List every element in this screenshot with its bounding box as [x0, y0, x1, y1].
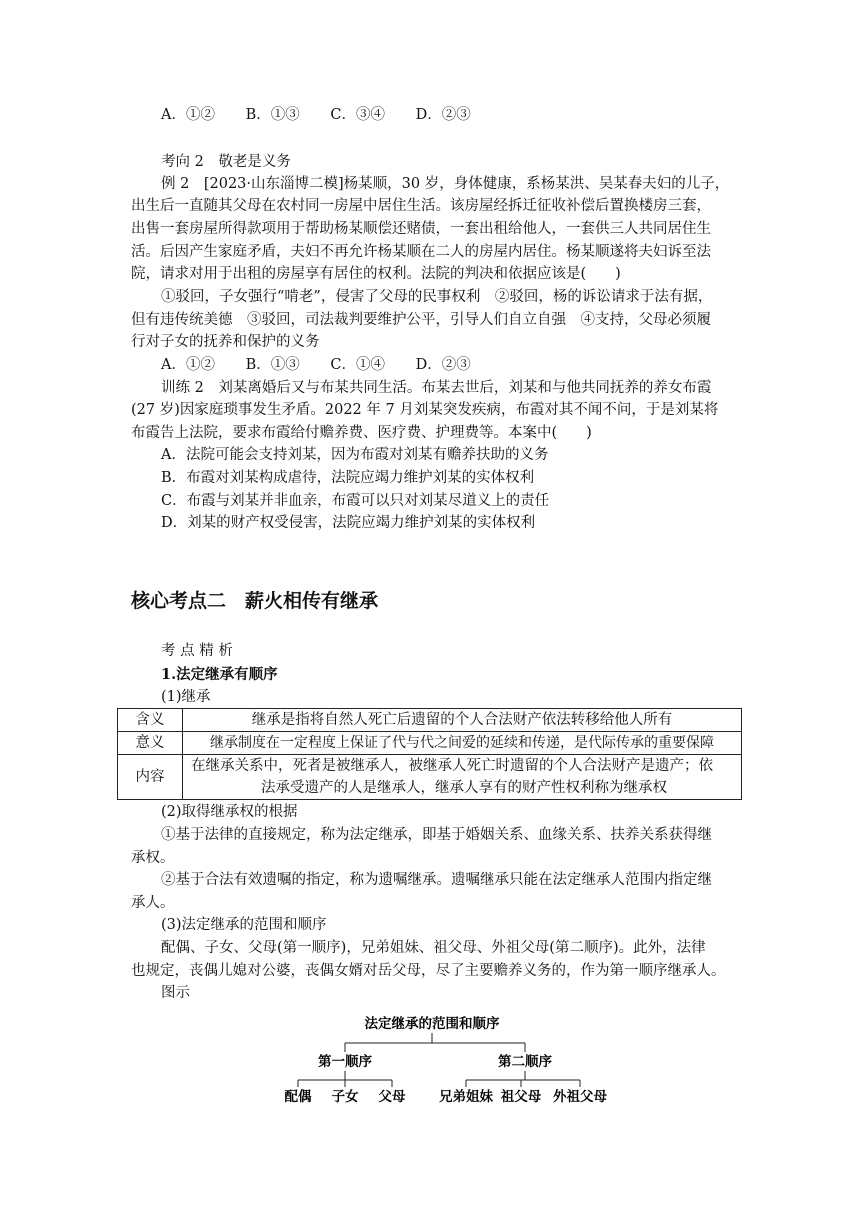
point1-title: 1.法定继承有顺序	[161, 666, 278, 683]
option-d: D．②③	[415, 107, 471, 123]
diagram-item: 父母	[378, 1089, 406, 1105]
inheritance-diagram	[270, 1010, 630, 1114]
sub3-title: (3)法定继承的范围和顺序	[161, 917, 327, 933]
diagram-item: 兄弟姐妹	[439, 1089, 493, 1105]
training2-option-a: A．法院可能会支持刘某，因为布霞对刘某有赡养扶助的义务	[161, 447, 549, 463]
diagram-root: 法定继承的范围和顺序	[364, 1016, 500, 1032]
option-c: C．③④	[330, 107, 385, 123]
diagram-item: 子女	[331, 1089, 359, 1105]
table-value	[183, 755, 742, 800]
option-a: A．①②	[161, 357, 215, 373]
basis-line: 承权。	[131, 850, 175, 866]
example2-options	[161, 354, 497, 376]
option-a: A．①②	[161, 107, 215, 123]
table-row	[118, 709, 742, 732]
option-b: B．①③	[245, 357, 300, 373]
scope-line: 配偶、子女、父母(第一顺序)，兄弟姐妹、祖父母、外祖父母(第二顺序)。此外，法律	[161, 940, 706, 956]
option-d: D．②③	[415, 357, 471, 373]
example2-line: 例 2 [2023·山东淄博二模]杨某顺，30 岁，身体健康，系杨某洪、吴某春夫妇的儿子，	[161, 176, 730, 192]
top-options	[161, 104, 497, 126]
training2-line: (27 岁)因家庭琐事发生矛盾。2022 年 7 月刘某突发疾病，布霞对其不闻不问，于是刘某将	[131, 402, 719, 418]
diagram-group-first: 第一顺序	[318, 1054, 372, 1070]
basis-line: ②基于合法有效遗嘱的指定，称为遗嘱继承。遗嘱继承只能在法定继承人范围内指定继	[161, 872, 712, 888]
training2-line: 训练 2 刘某离婚后又与布某共同生活。布某去世后，刘某和与他共同抚养的养女布霞	[161, 380, 712, 396]
diagram-label: 图示	[161, 985, 190, 1001]
training2-option-d: D．刘某的财产权受侵害，法院应竭力维护刘某的实体权利	[161, 515, 536, 531]
training2-option-b: B．布霞对刘某构成虐待，法院应竭力维护刘某的实体权利	[161, 470, 535, 486]
option-c: C．①④	[330, 357, 385, 373]
table-key: 内容	[118, 755, 183, 800]
basis-line: 承人。	[131, 895, 175, 911]
table-row	[118, 732, 742, 755]
table-value: 继承制度在一定程度上保证了代与代之间爱的延续和传递，是代际传承的重要保障	[183, 732, 742, 755]
table-row	[118, 755, 742, 800]
core-point-title: 核心考点二 薪火相传有继承	[131, 590, 379, 612]
sub1-title: (1)继承	[161, 689, 211, 705]
example2-line: ①驳回，子女强行“啃老”，侵害了父母的民事权利 ②驳回，杨的诉讼请求于法有据，	[161, 289, 713, 305]
diagram-group-second: 第二顺序	[498, 1054, 552, 1070]
option-b: B．①③	[245, 107, 300, 123]
example2-line: 院，请求对用于出租的房屋享有居住的权利。法院的判决和依据应该是( )	[131, 266, 621, 282]
table-value-line: 法承受遗产的人是继承人，继承人享有的财产性权利称为继承权	[261, 780, 667, 796]
scope-line: 也规定，丧偶儿媳对公婆，丧偶女婿对岳父母，尽了主要赡养义务的，作为第一顺序继承人。	[131, 963, 726, 979]
table-key: 含义	[118, 709, 183, 732]
table-value-line: 在继承关系中，死者是被继承人，被继承人死亡时遗留的个人合法财产是遗产；依	[191, 758, 713, 774]
example2-line: 活。后因产生家庭矛盾，夫妇不再允许杨某顺在二人的房屋内居住。杨某顺遂将夫妇诉至法	[131, 244, 711, 260]
example2-line: 行对子女的抚养和保护的义务	[131, 334, 320, 350]
diagram-item: 外祖父母	[553, 1089, 607, 1105]
diagram-item: 配偶	[284, 1089, 312, 1105]
analysis-label: 考 点 精 析	[161, 643, 233, 659]
section-heading: 考向 2 敬老是义务	[161, 154, 291, 170]
example2-line: 但有违传统美德 ③驳回，司法裁判要维护公平，引导人们自立自强 ④支持，父母必须履	[131, 312, 711, 328]
inheritance-table	[117, 708, 742, 800]
table-value: 继承是指将自然人死亡后遗留的个人合法财产依法转移给他人所有	[183, 709, 742, 732]
example2-line: 出售一套房屋所得款项用于帮助杨某顺偿还赌债，一套出租给他人，一套供三人共同居住生	[131, 221, 711, 237]
table-key: 意义	[118, 732, 183, 755]
diagram-item: 祖父母	[500, 1089, 542, 1105]
training2-line: 布霞告上法院，要求布霞给付赡养费、医疗费、护理费等。本案中( )	[131, 425, 592, 441]
example2-line: 出生后一直随其父母在农村同一房屋中居住生活。该房屋经拆迁征收补偿后置换楼房三套，	[131, 198, 711, 214]
sub2-title: (2)取得继承权的根据	[161, 804, 298, 820]
training2-option-c: C．布霞与刘某并非血亲，布霞可以只对刘某尽道义上的责任	[161, 493, 550, 509]
basis-line: ①基于法律的直接规定，称为法定继承，即基于婚姻关系、血缘关系、扶养关系获得继	[161, 827, 712, 843]
